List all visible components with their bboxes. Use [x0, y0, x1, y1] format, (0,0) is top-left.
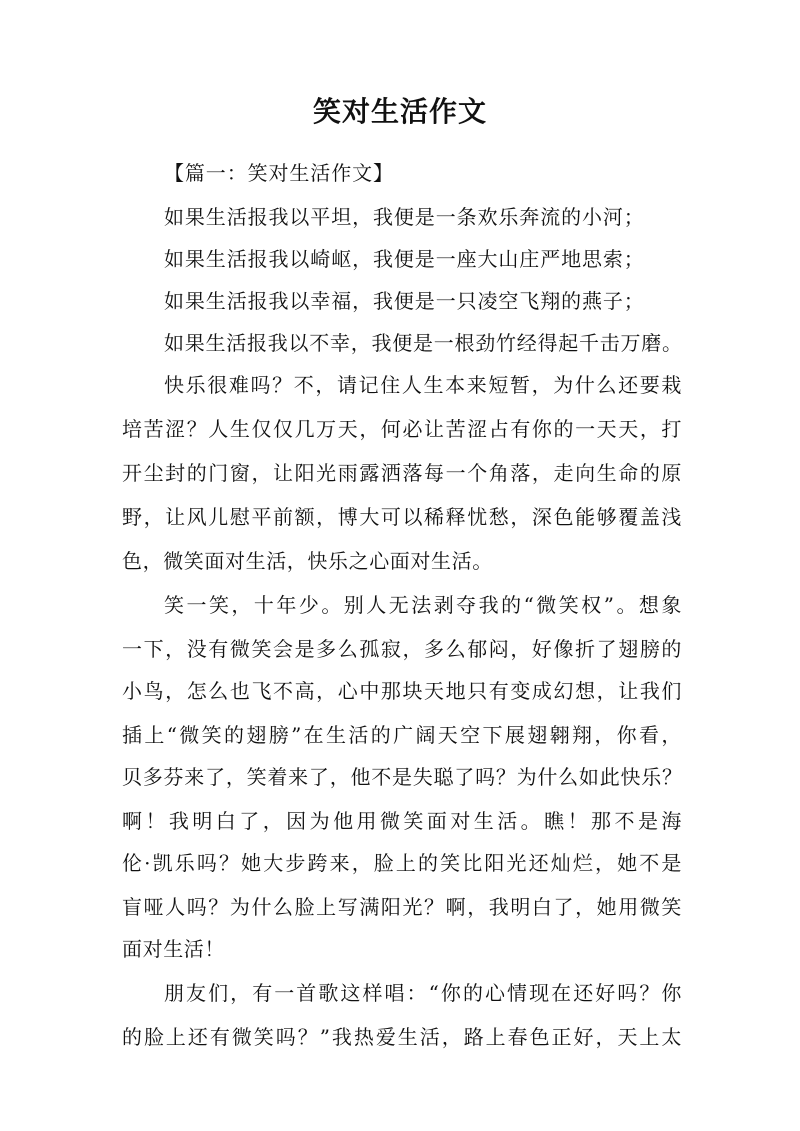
poem-line-1: 如果生活报我以平坦，我便是一条欢乐奔流的小河； — [164, 205, 645, 229]
paragraph-2-line-5: 贝多芬来了，笑着来了，他不是失聪了吗？为什么如此快乐？ — [122, 765, 682, 789]
poem-line-3: 如果生活报我以幸福，我便是一只凌空飞翔的燕子； — [164, 289, 645, 313]
paragraph-1-line-2: 培苦涩？人生仅仅几万天，何必让苦涩占有你的一天天，打 — [122, 417, 682, 441]
paragraph-2-line-4: 插上“微笑的翅膀”在生活的广阔天空下展翅翱翔，你看， — [122, 723, 682, 747]
paragraph-1-line-3: 开尘封的门窗，让阳光雨露洒落每一个角落，走向生命的原 — [122, 461, 682, 485]
paragraph-2-line-7: 伦·凯乐吗？她大步跨来，脸上的笑比阳光还灿烂，她不是 — [122, 851, 682, 875]
paragraph-2-line-9: 面对生活！ — [122, 937, 225, 961]
section-heading: 【篇一：笑对生活作文】 — [164, 161, 394, 185]
poem-line-4: 如果生活报我以不幸，我便是一根劲竹经得起千击万磨。 — [164, 331, 682, 355]
paragraph-3-line-1: 朋友们，有一首歌这样唱：“你的心情现在还好吗？你 — [164, 981, 682, 1005]
paragraph-2-line-2: 一下，没有微笑会是多么孤寂，多么郁闷，好像折了翅膀的 — [122, 637, 682, 661]
paragraph-1-line-4: 野，让风儿慰平前额，博大可以稀释忧愁，深色能够覆盖浅 — [122, 505, 682, 529]
paragraph-1-line-5: 色，微笑面对生活，快乐之心面对生活。 — [122, 549, 493, 573]
paragraph-2-line-3: 小鸟，怎么也飞不高，心中那块天地只有变成幻想，让我们 — [122, 679, 682, 703]
paragraph-2-line-6: 啊！我明白了，因为他用微笑面对生活。瞧！那不是海 — [122, 809, 682, 833]
paragraph-1-line-1: 快乐很难吗？不，请记住人生本来短暂，为什么还要栽 — [164, 373, 682, 397]
document-title: 笑对生活作文 — [312, 95, 487, 128]
paragraph-2-line-1: 笑一笑，十年少。别人无法剥夺我的“微笑权”。想象 — [164, 593, 682, 617]
paragraph-3-line-2: 的脸上还有微笑吗？”我热爱生活，路上春色正好，天上太 — [122, 1025, 682, 1049]
poem-line-2: 如果生活报我以崎岖，我便是一座大山庄严地思索； — [164, 247, 645, 271]
paragraph-2-line-8: 盲哑人吗？为什么脸上写满阳光？啊，我明白了，她用微笑 — [122, 895, 682, 919]
